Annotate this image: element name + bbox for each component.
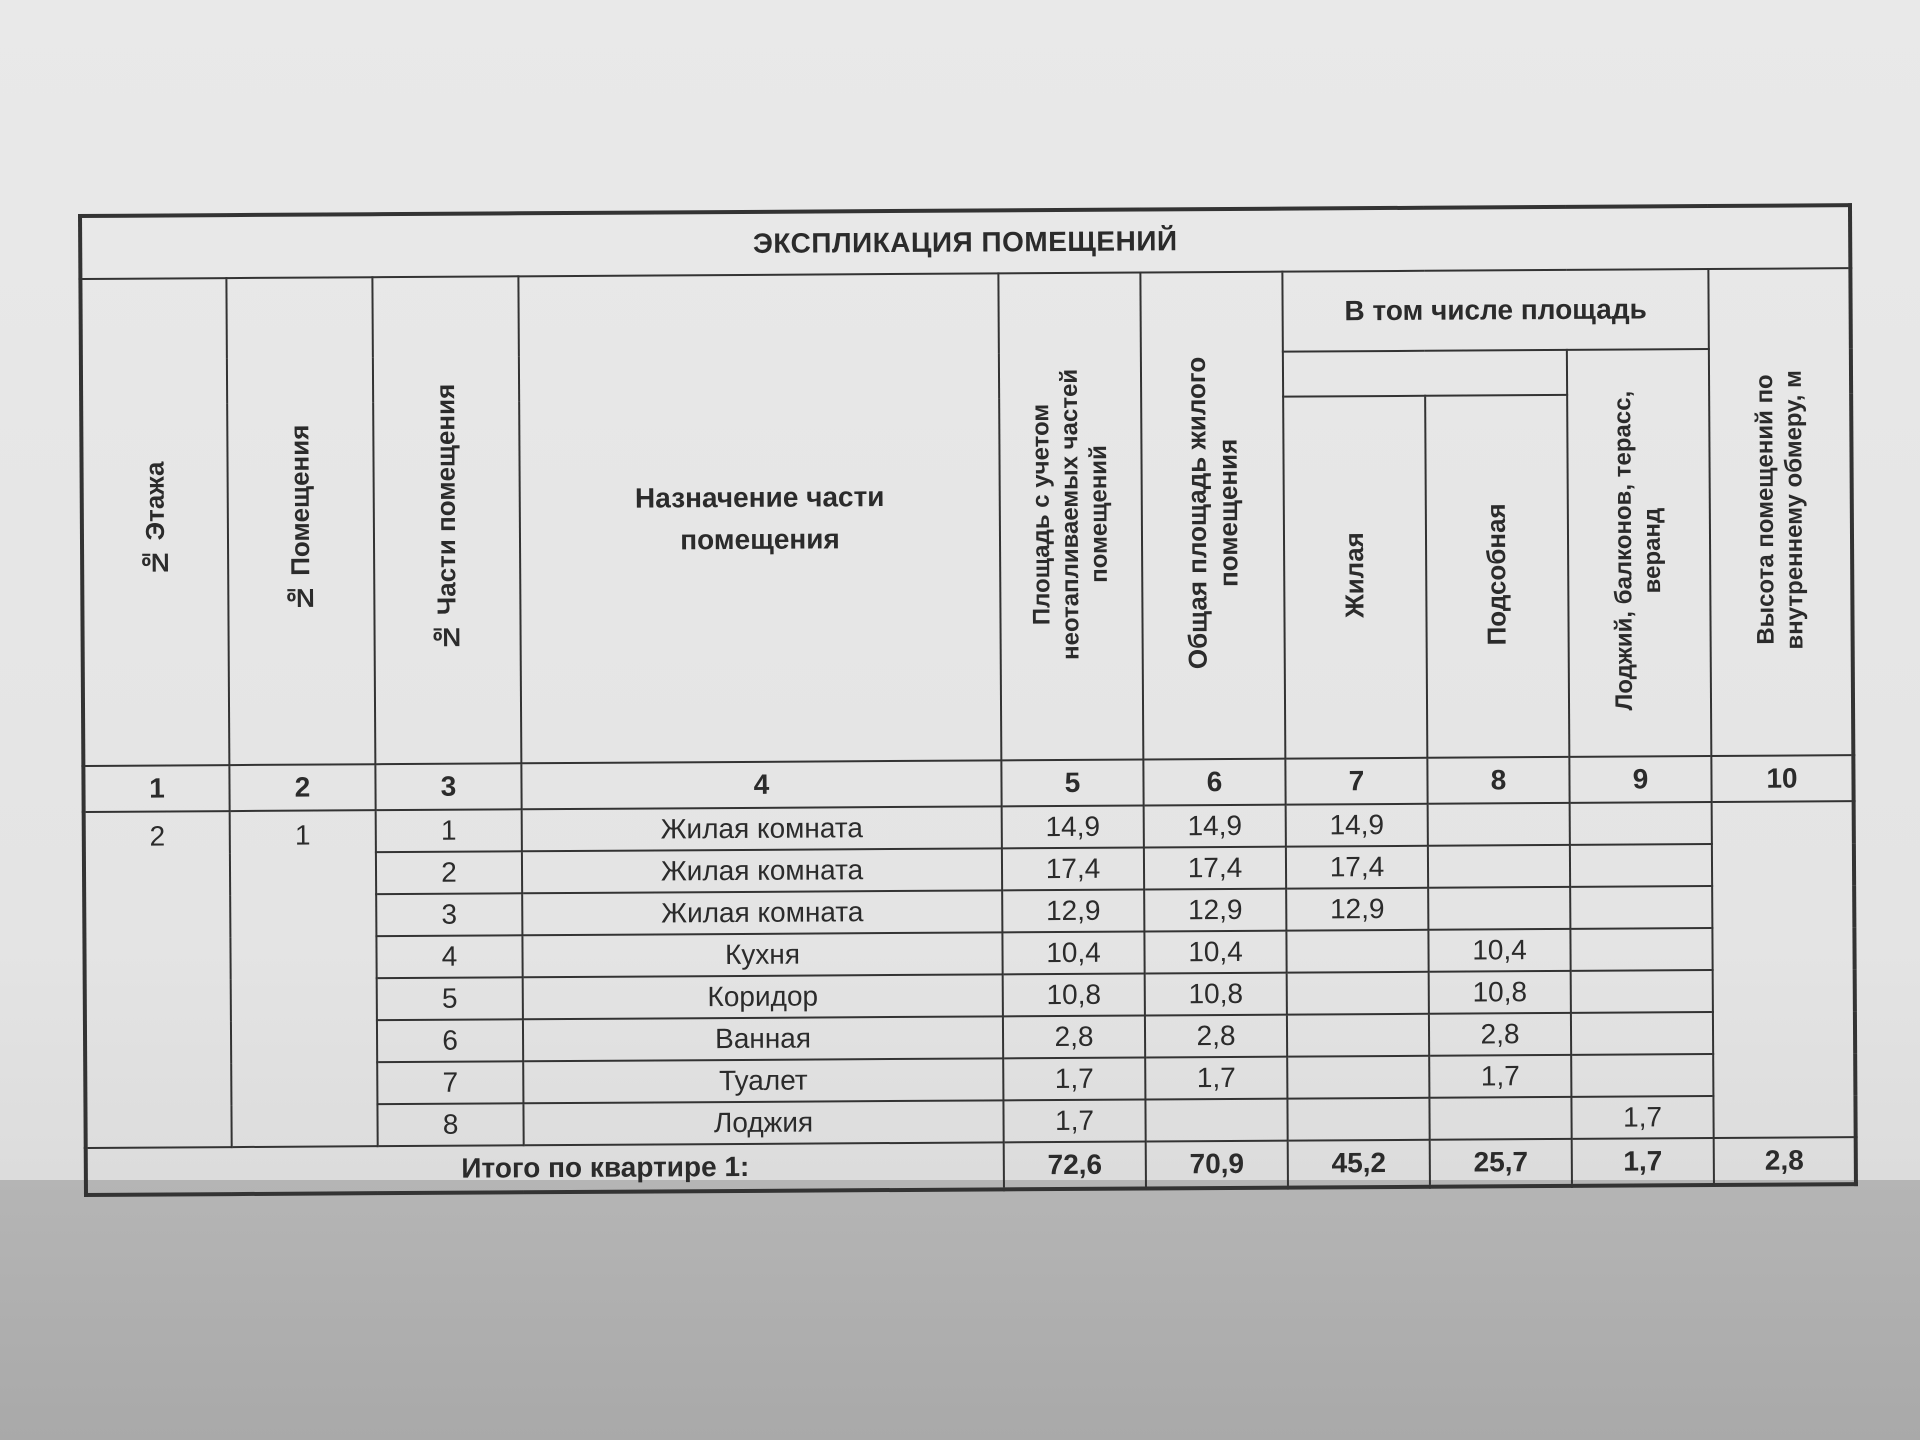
header-blank-subgroup xyxy=(1283,350,1567,397)
purpose-cell: Жилая комната xyxy=(522,848,1002,893)
totals-area: 72,6 xyxy=(1004,1141,1146,1189)
loggia-cell xyxy=(1570,802,1712,845)
height-cell-empty xyxy=(1712,801,1856,1138)
total-cell: 10,8 xyxy=(1145,973,1287,1016)
purpose-cell: Жилая комната xyxy=(522,806,1002,851)
table-title: ЭКСПЛИКАЦИЯ ПОМЕЩЕНИЙ xyxy=(80,205,1850,279)
part-cell: 5 xyxy=(377,977,523,1020)
total-cell: 2,8 xyxy=(1145,1015,1287,1058)
purpose-cell: Жилая комната xyxy=(522,890,1002,935)
column-number: 6 xyxy=(1143,759,1285,806)
header-living: Жилая xyxy=(1283,396,1427,759)
area-cell: 1,7 xyxy=(1003,1057,1145,1100)
column-number: 9 xyxy=(1569,756,1711,803)
area-cell: 10,8 xyxy=(1003,973,1145,1016)
part-cell: 8 xyxy=(377,1103,523,1146)
purpose-cell: Туалет xyxy=(523,1058,1003,1103)
column-number: 5 xyxy=(1001,760,1143,807)
loggia-cell xyxy=(1570,928,1712,971)
loggia-cell xyxy=(1571,1054,1713,1097)
living-cell: 14,9 xyxy=(1286,804,1428,847)
aux-cell: 2,8 xyxy=(1429,1013,1571,1056)
explication-sheet xyxy=(78,203,1854,1197)
totals-total: 70,9 xyxy=(1146,1141,1288,1189)
part-cell: 6 xyxy=(377,1019,523,1062)
column-number: 10 xyxy=(1711,755,1853,802)
header-auxiliary: Подсобная xyxy=(1425,395,1569,758)
totals-living: 45,2 xyxy=(1288,1140,1430,1188)
totals-height: 2,8 xyxy=(1714,1137,1856,1185)
header-floor-no: № Этажа xyxy=(80,278,229,766)
living-cell xyxy=(1287,1014,1429,1057)
header-purpose: Назначение части помещения xyxy=(518,273,1001,763)
purpose-cell: Ванная xyxy=(523,1016,1003,1061)
aux-cell: 10,4 xyxy=(1428,929,1570,972)
header-height: Высота помещений по внутреннему обмеру, м xyxy=(1708,268,1853,756)
aux-cell xyxy=(1428,803,1570,846)
living-cell: 17,4 xyxy=(1286,846,1428,889)
totals-aux: 25,7 xyxy=(1430,1139,1572,1187)
header-part-no: № Части помещения xyxy=(372,276,521,764)
part-cell: 3 xyxy=(376,893,522,936)
loggia-cell xyxy=(1570,886,1712,929)
total-cell: 17,4 xyxy=(1144,847,1286,890)
purpose-cell: Лоджия xyxy=(523,1100,1003,1145)
living-cell xyxy=(1287,1098,1429,1141)
living-cell xyxy=(1287,1056,1429,1099)
header-room-no: № Помещения xyxy=(226,277,375,765)
living-cell xyxy=(1286,930,1428,973)
totals-label: Итого по квартире 1: xyxy=(86,1142,1004,1195)
loggia-cell: 1,7 xyxy=(1571,1096,1713,1139)
aux-cell xyxy=(1428,887,1570,930)
area-cell: 12,9 xyxy=(1002,889,1144,932)
header-loggias: Лоджий, балконов, терасс, веранд xyxy=(1567,349,1711,757)
purpose-cell: Кухня xyxy=(522,932,1002,977)
loggia-cell xyxy=(1571,970,1713,1013)
area-cell: 1,7 xyxy=(1003,1099,1145,1142)
part-cell: 4 xyxy=(376,935,522,978)
loggia-cell xyxy=(1570,844,1712,887)
aux-cell: 10,8 xyxy=(1429,971,1571,1014)
column-number: 4 xyxy=(521,760,1001,809)
totals-loggia: 1,7 xyxy=(1572,1138,1714,1186)
aux-cell xyxy=(1429,1097,1571,1140)
total-cell: 12,9 xyxy=(1144,889,1286,932)
area-cell: 10,4 xyxy=(1002,931,1144,974)
area-cell: 14,9 xyxy=(1002,806,1144,849)
area-cell: 2,8 xyxy=(1003,1015,1145,1058)
part-cell: 7 xyxy=(377,1061,523,1104)
column-number: 1 xyxy=(83,765,229,812)
aux-cell xyxy=(1428,845,1570,888)
total-cell: 14,9 xyxy=(1144,805,1286,848)
header-including-area: В том числе площадь xyxy=(1282,269,1708,352)
column-number: 8 xyxy=(1427,757,1569,804)
column-number: 2 xyxy=(229,764,375,811)
header-total-living-area: Общая площадь жилого помещения xyxy=(1140,272,1285,760)
explication-table xyxy=(78,203,1858,1197)
purpose-cell: Коридор xyxy=(523,974,1003,1019)
living-cell xyxy=(1287,972,1429,1015)
totals-row xyxy=(86,1137,1856,1195)
loggia-cell xyxy=(1571,1012,1713,1055)
column-number: 7 xyxy=(1285,758,1427,805)
area-cell: 17,4 xyxy=(1002,848,1144,891)
aux-cell: 1,7 xyxy=(1429,1055,1571,1098)
part-cell: 1 xyxy=(376,809,522,852)
total-cell xyxy=(1145,1099,1287,1142)
floor-cell: 2 xyxy=(84,811,232,1148)
living-cell: 12,9 xyxy=(1286,888,1428,931)
total-cell: 10,4 xyxy=(1144,931,1286,974)
room-cell: 1 xyxy=(230,810,378,1147)
part-cell: 2 xyxy=(376,851,522,894)
total-cell: 1,7 xyxy=(1145,1057,1287,1100)
column-number: 3 xyxy=(375,763,521,810)
header-area-with-unheated: Площадь с учетом неотапливаемых частей помещений xyxy=(998,273,1143,761)
